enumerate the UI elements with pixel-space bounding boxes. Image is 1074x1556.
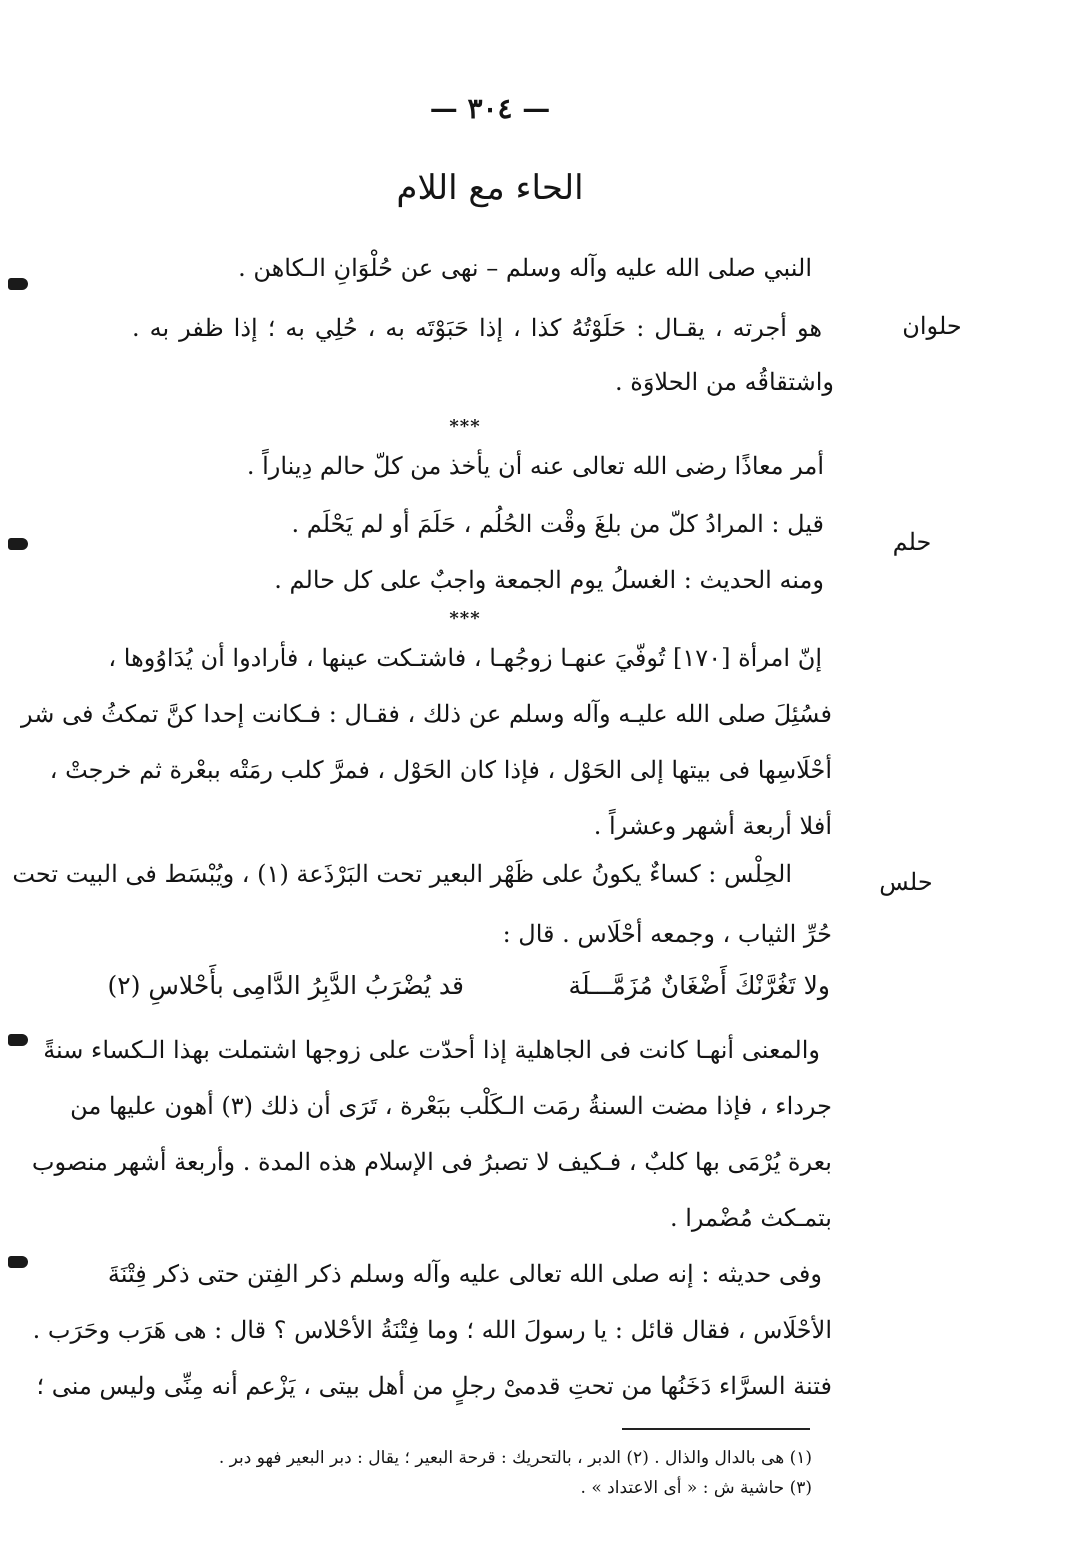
body-line: بتمـكث مُضْمرا . <box>670 1204 832 1232</box>
body-line: وفى حديثه : إنه صلى الله تعالى عليه وآله وسلم ذكر الفِتن حتى ذكر فِتْنَةَ <box>107 1260 822 1288</box>
verse-second-hemistich: قد يُضْرَبُ الدَّبِرُ الدَّامِى بأَحْلاسِ (٢) <box>107 971 464 1000</box>
body-line: ومنه الحديث : الغسلُ يوم الجمعة واجبٌ على كل حالم . <box>274 566 824 594</box>
body-line: والمعنى أنهـا كانت فى الجاهلية إذا أحدّت على زوجها اشتملت بهذا الـكساء سنةً <box>43 1036 820 1064</box>
body-line: هو أجرته ، يقـال : حَلَوْتُهُ كذا ، إذا حَبَوْتَه به ، حُلِي به ؛ إذا ظفر به . <box>132 314 822 342</box>
footnote-rule <box>622 1428 810 1430</box>
page-edge-mark <box>8 538 28 550</box>
body-line: فتنة السرَّاء دَخَنُها من تحتِ قدمىْ رجلٍ من أهل بيتى ، يَزْعم أنه مِنِّى وليس منى ؛ <box>36 1372 832 1400</box>
body-line: حُرِّ الثياب ، وجمعه أحْلَاس . قال : <box>502 920 832 948</box>
footnote: (٣) حاشية ش : « أى الاعتداد » . <box>580 1478 812 1498</box>
page-edge-mark <box>8 1034 28 1046</box>
body-line: الأحْلَاس ، فقال قائل : يا رسولَ الله ؛ وما فِتْنَةُ الأحْلاس ؟ قال : هى هَرَب وحَرَب . <box>32 1316 832 1344</box>
body-line: واشتقاقُه من الحلاوَة . <box>615 368 834 396</box>
section-heading: الحاء مع اللام <box>396 168 584 208</box>
margin-headword: حلوان <box>902 312 962 340</box>
page-edge-mark <box>8 1256 28 1268</box>
margin-headword: حلس <box>879 868 933 896</box>
page-edge-mark <box>8 278 28 290</box>
body-line: بعرة يُرْمَى بها كلبٌ ، فـكيف لا تصبرُ فى الإسلام هذه المدة . وأربعة أشهر منصوب <box>31 1148 832 1176</box>
body-line: أمر معاذًا رضى الله تعالى عنه أن يأخذ من كلّ حالم دِيناراً . <box>246 452 824 480</box>
margin-headword: حلم <box>892 528 932 556</box>
body-line: أفلا أربعة أشهر وعشراً . <box>593 812 832 840</box>
body-line: أحْلَاسِها فى بيتها إلى الحَوْل ، فإذا كان الحَوْل ، فمرَّ كلب رمَتْه ببعْرة ثم خرجتْ ، <box>49 756 832 784</box>
body-line: الحِلْس : كساءٌ يكونُ على ظَهْر البعير تحت البَرْذَعة (١) ، ويُبْسَط فى البيت تحت <box>12 860 792 888</box>
verse-first-hemistich: ولا تَغُرَّنْكَ أَضْغَانٌ مُزَمَّـــلَة <box>568 971 830 1000</box>
body-line: إنّ امرأة [١٧٠] تُوفّيَ عنهـا زوجُهـا ، فاشتـكت عينها ، فأرادوا أن يُدَاوُوها ، <box>108 644 822 672</box>
body-line: النبي صلى الله عليه وآله وسلم – نهى عن حُلْوَانِ الـكاهن . <box>238 254 812 282</box>
section-separator: *** <box>449 416 481 437</box>
footnote: (١) هى بالدال والذال . (٢) الدبر ، بالتحريك : قرحة البعير ؛ يقال : دبر البعير فهو دبر . <box>218 1448 812 1468</box>
section-separator: *** <box>449 608 481 629</box>
body-line: جرداء ، فإذا مضت السنةُ رمَت الـكَلْب ببَعْرة ، تَرَى أن ذلك (٣) أهون عليها من <box>70 1092 832 1120</box>
page-number: — ٣٠٤ — <box>429 92 551 125</box>
body-line: فسُئِلَ صلى الله عليـه وآله وسلم عن ذلك ، فقـال : فـكانت إحدا كنَّ تمكثُ فى شر <box>21 700 832 728</box>
body-line: قيل : المرادُ كلّ من بلغَ وقْت الحُلُم ، حَلَمَ أو لم يَحْلَم . <box>291 510 824 538</box>
